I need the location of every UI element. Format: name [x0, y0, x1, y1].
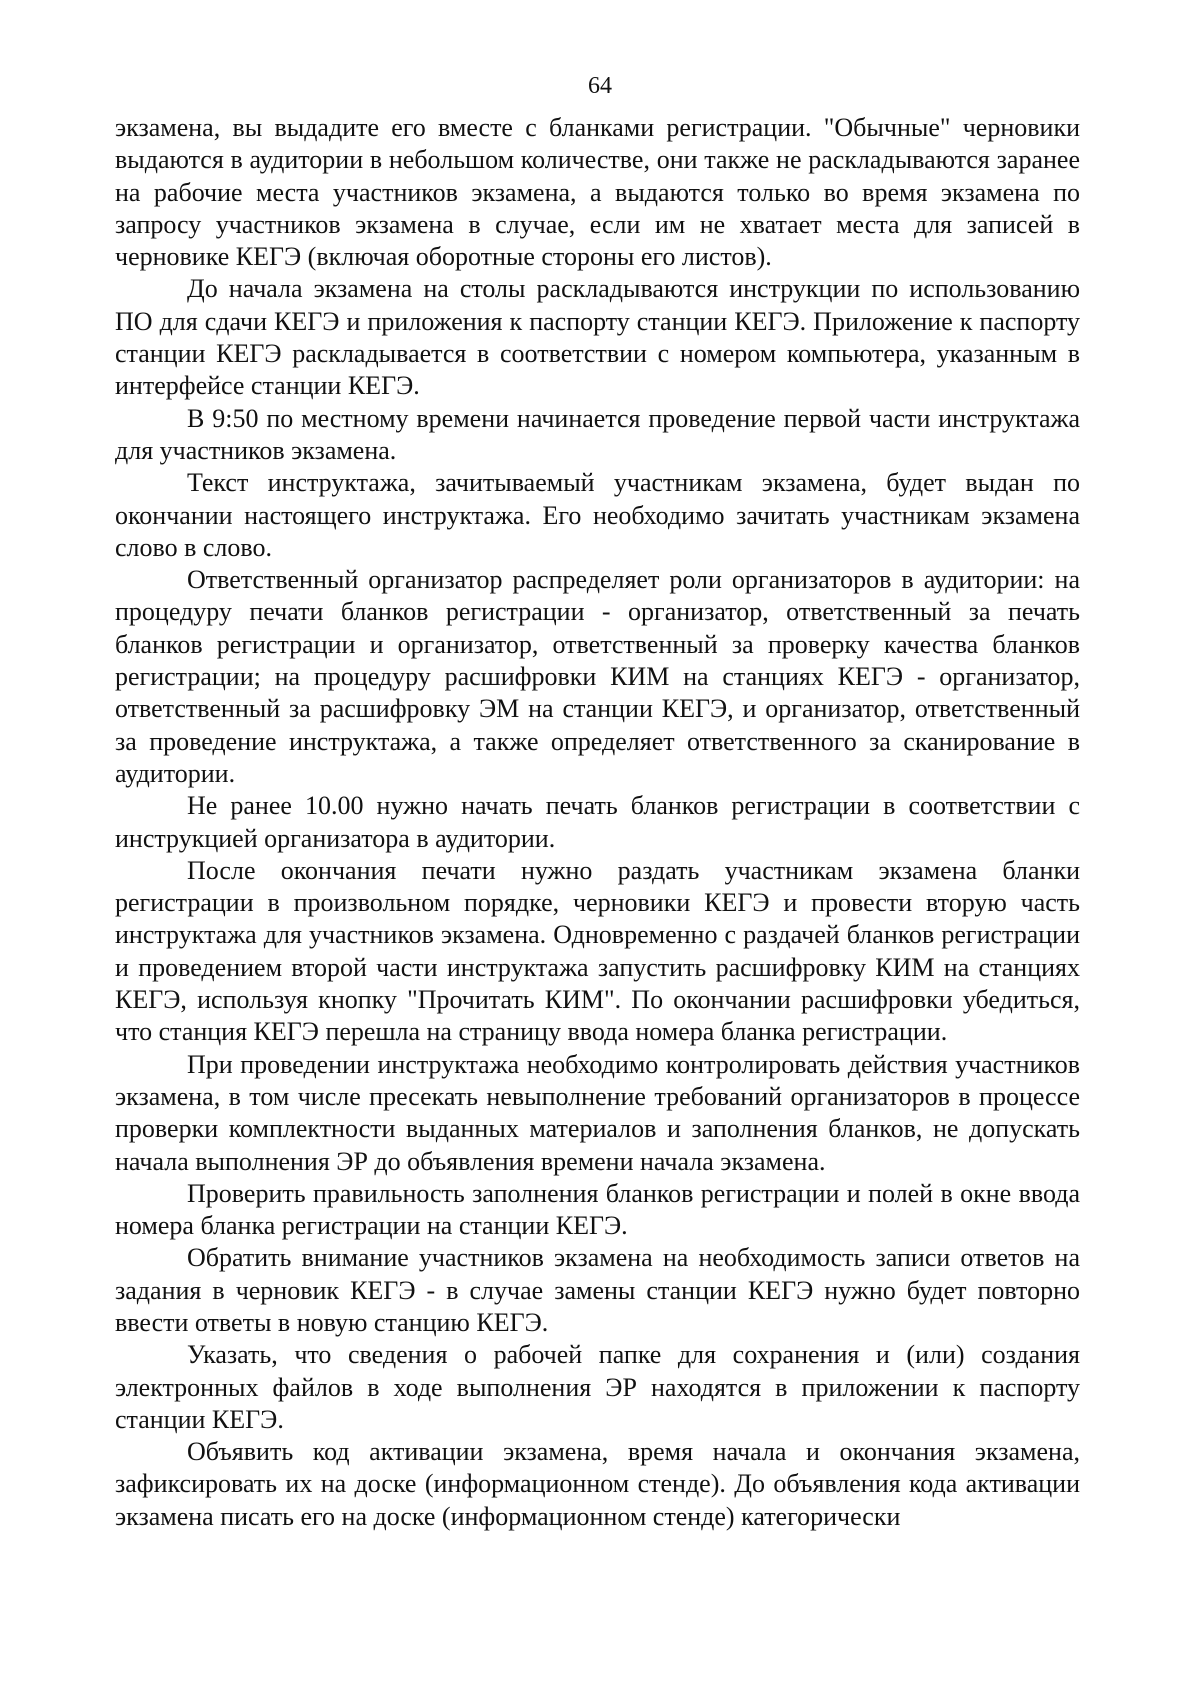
paragraph: В 9:50 по местному времени начинается проведение первой части инструктажа для участников экзамена. [115, 403, 1080, 465]
paragraph: Не ранее 10.00 нужно начать печать бланков регистрации в соответствии с инструкцией организатора в аудитории. [115, 791, 1080, 853]
page-number: 64 [588, 73, 612, 99]
paragraph: экзамена, вы выдадите его вместе с бланками регистрации. "Обычные" черновики выдаются в аудитории в небольшом количестве, они также не раскладываются заранее на рабочие места участников экзамена, а выдаются только во время экзамена по запросу участников экзамена в случае, если им не хватает места для записей в черновике КЕГЭ (включая оборотные стороны его листов). [115, 113, 1080, 272]
document-body [115, 112, 1080, 1533]
paragraph: После окончания печати нужно раздать участникам экзамена бланки регистрации в произвольном порядке, черновики КЕГЭ и провести вторую часть инструктажа для участников экзамена. Одновременно с раздачей бланков регистрации и проведением второй части инструктажа запустить расшифровку КИМ на станциях КЕГЭ, используя кнопку "Прочитать КИМ". По окончании расшифровки убедиться, что станция КЕГЭ перешла на страницу ввода номера бланка регистрации. [115, 855, 1080, 1047]
paragraph: Объявить код активации экзамена, время начала и окончания экзамена, зафиксировать их на доске (информационном стенде). До объявления кода активации экзамена писать его на доске (информационном стенде) категорически [115, 1437, 1080, 1531]
paragraph: Проверить правильность заполнения бланков регистрации и полей в окне ввода номера бланка регистрации на станции КЕГЭ. [115, 1178, 1080, 1241]
paragraph: Текст инструктажа, зачитываемый участникам экзамена, будет выдан по окончании настоящего инструктажа. Его необходимо зачитать участникам экзамена слово в слово. [115, 468, 1080, 562]
paragraph: Обратить внимание участников экзамена на необходимость записи ответов на задания в черновик КЕГЭ - в случае замены станции КЕГЭ нужно будет повторно ввести ответы в новую станцию КЕГЭ. [115, 1243, 1080, 1337]
paragraph: Ответственный организатор распределяет роли организаторов в аудитории: на процедуру печати бланков регистрации - организатор, ответственный за печать бланков регистрации и организатор, ответственный за проверку качества бланков регистрации; на процедуру расшифровки КИМ на станциях КЕГЭ - организатор, ответственный за расшифровку ЭМ на станции КЕГЭ, и организатор, ответственный за проведение инструктажа, а также определяет ответственного за сканирование в аудитории. [115, 565, 1080, 788]
paragraph: При проведении инструктажа необходимо контролировать действия участников экзамена, в том числе пресекать невыполнение требований организаторов в процессе проверки комплектности выданных материалов и заполнения бланков, не допускать начала выполнения ЭР до объявления времени начала экзамена. [115, 1049, 1080, 1176]
paragraph: Указать, что сведения о рабочей папке для сохранения и (или) создания электронных файлов в ходе выполнения ЭР находятся в приложении к паспорту станции КЕГЭ. [115, 1340, 1080, 1434]
paragraph: До начала экзамена на столы раскладываются инструкции по использованию ПО для сдачи КЕГЭ и приложения к паспорту станции КЕГЭ. Приложение к паспорту станции КЕГЭ раскладывается в соответствии с номером компьютера, указанным в интерфейсе станции КЕГЭ. [115, 274, 1080, 401]
